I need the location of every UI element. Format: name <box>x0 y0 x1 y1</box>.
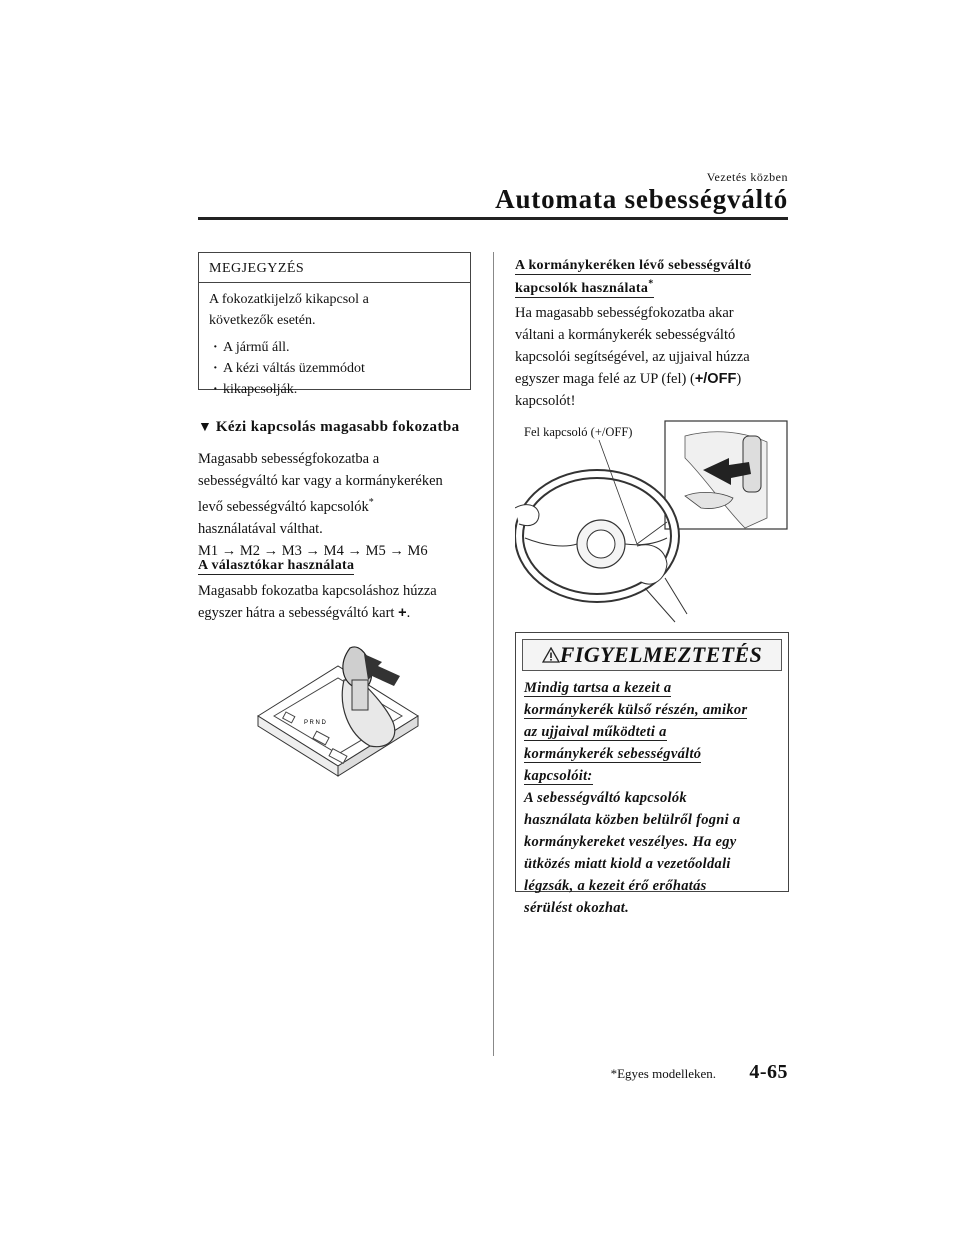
warning-box <box>515 632 789 916</box>
triangle-down-icon: ▼ <box>198 420 212 435</box>
plus-symbol: + <box>398 605 407 621</box>
warning-line <box>524 765 782 787</box>
shift-lever-illustration <box>252 634 422 794</box>
warning-line: légzsák, a kezeit érő erőhatás <box>524 878 707 894</box>
subheading-text <box>515 278 654 298</box>
asterisk-mark: * <box>368 497 374 508</box>
note-list-item-continued <box>209 379 464 400</box>
asterisk-mark: * <box>648 278 654 289</box>
warning-text: Mindig tartsa a kezeit a <box>524 680 672 696</box>
warning-heading-text: FIGYELMEZTETÉS <box>559 642 763 667</box>
warning-line <box>524 721 782 743</box>
warning-line: A sebességváltó kapcsolók <box>524 790 687 806</box>
para-text: egyszer maga felé az UP (fel) ( <box>515 371 695 387</box>
right-subheading <box>515 256 790 297</box>
warning-line <box>524 677 782 699</box>
para-line: Magasabb sebességfokozatba a <box>198 451 380 467</box>
warning-line: használata közben belülről fogni a <box>524 812 741 828</box>
page-number: 4-65 <box>749 1061 788 1083</box>
note-list-item: · A jármű áll. <box>209 337 464 358</box>
subheading-selector <box>198 556 354 574</box>
note-box <box>198 252 471 397</box>
subheading-line-2 <box>515 278 790 297</box>
para-text: levő sebességváltó kapcsolók <box>198 498 369 515</box>
subheading-line-1 <box>515 256 790 274</box>
para-text: egyszer hátra a sebességváltó kart <box>198 605 395 621</box>
page-title: Automata sebességváltó <box>495 184 788 214</box>
warning-line: kormánykereket veszélyes. Ha egy <box>524 834 737 850</box>
para-line <box>198 492 483 518</box>
para-line: használatával válthat. <box>198 520 323 537</box>
warning-body <box>524 677 782 919</box>
up-switch-symbol: +/OFF <box>694 371 737 387</box>
para-text: ) <box>736 371 742 387</box>
para-line: kapcsolót! <box>515 393 576 409</box>
subheading-text-part: kapcsolók használata <box>515 280 649 296</box>
warning-line <box>524 743 782 765</box>
warning-triangle-icon <box>542 647 560 663</box>
note-list-item: · A kézi váltás üzemmódot <box>209 358 464 379</box>
section-title: Kézi kapcsolás magasabb fokozatba <box>215 419 460 435</box>
warning-text: az ujjaival működteti a <box>524 724 667 740</box>
figure-callout-label: Fel kapcsoló (+/OFF) <box>524 425 633 439</box>
para-line <box>515 368 800 390</box>
note-list-item-continuation: kikapcsolják. <box>223 382 298 397</box>
gear-letters: P R N D <box>304 720 326 726</box>
para-line: kapcsolói segítségével, az ujjaival húzza <box>515 349 750 365</box>
note-intro-line-2: következők esetén. <box>209 313 316 328</box>
para-line <box>198 470 483 492</box>
warning-line: sérülést okozhat. <box>524 900 630 916</box>
subheading-text: A kormánykeréken lévő sebességváltó <box>515 258 752 273</box>
note-body <box>209 289 464 400</box>
column-divider <box>493 252 494 1056</box>
section-heading <box>198 418 478 436</box>
intro-paragraph <box>198 448 483 562</box>
warning-line <box>524 699 782 721</box>
header-rule <box>198 217 788 220</box>
warning-line: ütközés miatt kiold a vezetőoldali <box>524 856 731 872</box>
note-intro-line-1: A fokozatkijelző kikapcsol a <box>209 292 369 307</box>
running-header-section: Vezetés közben <box>706 170 788 184</box>
selector-paragraph <box>198 580 483 624</box>
para-text: sebességváltó kar vagy a kormánykeréken <box>198 473 443 489</box>
warning-text: kormánykerék külső részén, amikor <box>524 702 748 718</box>
para-line: egyszer hátra a sebességváltó kart +. <box>198 605 411 621</box>
steering-wheel-illustration <box>515 418 790 624</box>
para-line: váltani a kormánykerék sebességváltó <box>515 327 736 343</box>
paddle-paragraph <box>515 302 800 412</box>
warning-heading <box>522 639 782 671</box>
warning-text: kormánykerék sebességváltó <box>524 746 702 762</box>
warning-text: kapcsolóit: <box>524 768 593 784</box>
para-line: Ha magasabb sebességfokozatba akar <box>515 305 734 321</box>
gear-sequence: M1 → M2 → M3 → M4 → M5 → M6 <box>198 542 428 559</box>
footnote: *Egyes modelleken. <box>610 1066 716 1081</box>
para-line: Magasabb fokozatba kapcsoláshoz húzza <box>198 583 437 599</box>
note-list <box>209 337 464 400</box>
subheading-text: A választókar használata <box>198 558 355 573</box>
note-heading: MEGJEGYZÉS <box>199 253 470 283</box>
